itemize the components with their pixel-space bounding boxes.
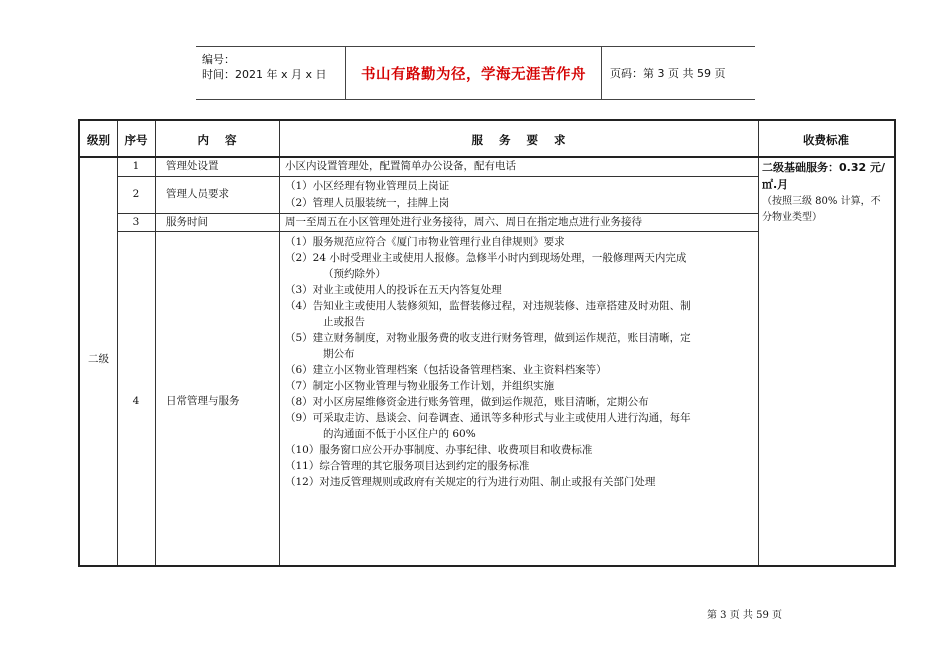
page-footer: 第 3 页 共 59 页	[707, 610, 782, 621]
row-3-req: 周一至周五在小区管理处进行业务接待，周六、周日在指定地点进行业务接待	[285, 216, 642, 228]
fee-note: （按照三级 80% 计算，不分物业类型）	[762, 196, 881, 223]
header-level: 级别	[87, 133, 110, 147]
req-line: 止或报告	[323, 316, 365, 328]
row-1-req: 小区内设置管理处，配置简单办公设备，配有电话	[285, 160, 516, 172]
req-line: （6）建立小区物业管理档案（包括设备管理档案、业主资料档案等）	[285, 364, 607, 376]
req-line: （8）对小区房屋维修资金进行账务管理，做到运作规范，账目清晰，定期公布	[285, 396, 649, 408]
req-line: （9）可采取走访、恳谈会、问卷调查、通讯等多种形式与业主或使用人进行沟通，每年	[285, 412, 691, 424]
row-4-content: 日常管理与服务	[166, 395, 240, 407]
row-1-no: 1	[132, 160, 140, 172]
req-line: （5）建立财务制度，对物业服务费的收支进行财务管理，做到运作规范，账目清晰，定	[285, 332, 691, 344]
row-3-no: 3	[132, 216, 140, 228]
service-table	[78, 119, 896, 567]
code-label: 编号：	[202, 53, 235, 66]
header-meta	[196, 47, 346, 99]
header-page-cell	[602, 47, 755, 99]
req-line: 的沟通面不低于小区住户的 60%	[323, 428, 476, 440]
req-line: （3）对业主或使用人的投诉在五天内答复处理	[285, 284, 502, 296]
req-line: （7）制定小区物业管理与物业服务工作计划，并组织实施	[285, 380, 555, 392]
row-2-content: 管理人员要求	[166, 188, 229, 200]
row-4-requirements	[285, 234, 691, 490]
header-content: 内 容	[197, 133, 237, 147]
document-header	[196, 46, 755, 100]
header-no: 序号	[124, 133, 148, 147]
req-line: （1）服务规范应符合《厦门市物业管理行业自律规则》要求	[285, 236, 565, 248]
header-requirements: 服 务 要 求	[471, 133, 566, 147]
row-2-no: 2	[132, 188, 140, 200]
req-line: （12）对违反管理规则或政府有关规定的行为进行劝阻、制止或报有关部门处理	[285, 476, 656, 488]
page-label: 页码：第 3 页 共 59 页	[610, 67, 726, 80]
row-4-no: 4	[132, 395, 140, 407]
row-1-content: 管理处设置	[166, 160, 219, 172]
time-label: 时间：2021 年 x 月 x 日	[202, 68, 327, 81]
req-line: （4）告知业主或使用人装修须知，监督装修过程，对违规装修、违章搭建及时劝阻、制	[285, 300, 691, 312]
row-3-content: 服务时间	[166, 216, 208, 228]
fee-cell	[762, 159, 890, 226]
fee-bold: 二级基础服务：0.32 元/㎡.月	[762, 161, 885, 191]
row-2-req-2: （2）管理人员服装统一，挂牌上岗	[285, 197, 450, 209]
motto: 书山有路勤为径，学海无涯苦作舟	[361, 66, 586, 83]
level-cell: 二级	[88, 353, 109, 365]
req-line: （10）服务窗口应公开办事制度、办事纪律、收费项目和收费标准	[285, 444, 593, 456]
req-line: （2）24 小时受理业主或使用人报修。急修半小时内到现场处理，一般修理两天内完成	[285, 252, 687, 264]
header-motto-cell	[346, 47, 602, 99]
req-line: 期公布	[323, 348, 355, 360]
req-line: （11）综合管理的其它服务项目达到约定的服务标准	[285, 460, 530, 472]
row-2-req-1: （1）小区经理有物业管理员上岗证	[285, 180, 450, 192]
req-line: （预约除外）	[323, 268, 386, 280]
header-fee: 收费标准	[803, 133, 849, 147]
